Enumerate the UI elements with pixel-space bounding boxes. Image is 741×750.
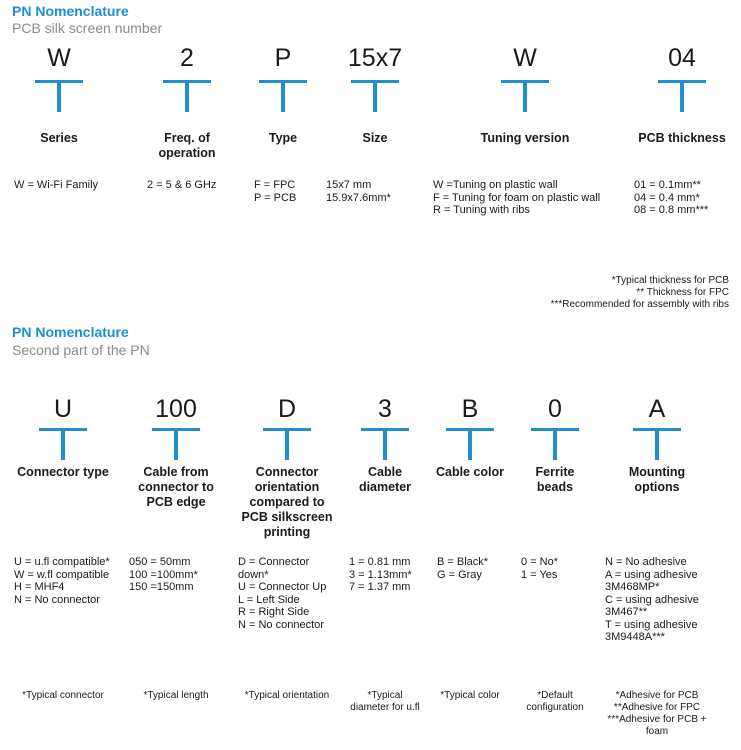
text-line: printing — [263, 525, 311, 539]
text-line: configuration — [526, 702, 584, 713]
text-line: down* — [238, 568, 269, 581]
text-line: 15.9x7.6mm* — [326, 191, 391, 204]
field-note — [245, 690, 330, 702]
field-label — [241, 465, 332, 540]
text-line: options — [634, 480, 680, 494]
text-line: 04 = 0.4 mm* — [634, 191, 700, 204]
text-line: Ferrite — [535, 465, 575, 479]
text-line: U = u.fl compatible* — [14, 556, 110, 568]
field-values — [433, 179, 600, 217]
field-values — [437, 556, 488, 581]
text-line: 01 = 0.1mm** — [634, 179, 701, 191]
text-line: 2 = 5 & 6 GHz — [147, 179, 217, 191]
field-values — [238, 556, 326, 631]
text-line: Series — [40, 131, 78, 145]
text-line: 0 = No* — [521, 556, 558, 568]
tee-connector — [263, 428, 311, 460]
text-line: Type — [268, 131, 298, 145]
text-line: Tuning version — [480, 131, 570, 145]
text-line: F = Tuning for foam on plastic wall — [433, 191, 601, 204]
tee-connector — [39, 428, 87, 460]
code-letter: 0 — [548, 395, 562, 423]
text-line: beads — [536, 480, 574, 494]
text-line: foam — [645, 726, 669, 737]
field-values — [129, 556, 198, 594]
text-line: *Typical connector — [22, 690, 104, 701]
field-label — [40, 131, 78, 146]
tee-connector — [633, 428, 681, 460]
text-line: 7 = 1.37 mm — [349, 581, 411, 593]
text-line: 15x7 mm — [326, 179, 372, 191]
text-line: Connector type — [17, 465, 109, 479]
text-line: *Typical orientation — [244, 690, 330, 701]
field-values — [521, 556, 558, 581]
code-letter: 2 — [180, 44, 194, 72]
text-line: *Typical — [367, 690, 403, 701]
text-line: 050 = 50mm — [129, 556, 191, 568]
text-line: U = Connector Up — [238, 581, 327, 593]
tee-connector — [163, 80, 211, 112]
field-note — [526, 690, 583, 714]
tee-connector — [259, 80, 307, 112]
text-line: A = using adhesive — [605, 568, 698, 581]
field-label — [481, 131, 570, 146]
text-line: *Typical length — [143, 690, 209, 701]
text-line: compared to — [249, 495, 325, 509]
text-line: Cable — [367, 465, 403, 479]
section1-subtitle: PCB silk screen number — [12, 20, 163, 36]
text-line: 3M467** — [605, 606, 648, 618]
field-note — [607, 690, 706, 738]
field-values — [349, 556, 412, 594]
field-values — [254, 179, 296, 204]
tee-connector — [501, 80, 549, 112]
text-line: operation — [158, 146, 216, 160]
text-line: Freq. of — [164, 131, 210, 145]
text-line: P = PCB — [254, 191, 297, 204]
field-label — [359, 465, 411, 495]
code-letter: 100 — [155, 395, 197, 423]
text-line: *Adhesive for PCB — [615, 690, 699, 701]
text-line: W =Tuning on plastic wall — [433, 179, 558, 191]
text-line: 1 = Yes — [521, 568, 558, 581]
code-letter: A — [648, 395, 666, 423]
code-letter: B — [461, 395, 479, 423]
code-letter: D — [277, 395, 297, 423]
text-line: *Typical color — [440, 690, 500, 701]
text-line: Connector — [255, 465, 319, 479]
text-line: D = Connector — [238, 556, 310, 568]
code-letter: U — [53, 395, 73, 423]
tee-connector — [446, 428, 494, 460]
field-label — [629, 465, 685, 495]
code-letter: W — [513, 44, 537, 72]
text-line: 150 =150mm — [129, 581, 194, 593]
text-line: R = Right Side — [238, 606, 310, 618]
tee-connector — [531, 428, 579, 460]
text-line: 1 = 0.81 mm — [349, 556, 411, 568]
field-label — [159, 131, 216, 161]
tee-connector — [351, 80, 399, 112]
section2-title: PN Nomenclature — [12, 324, 129, 340]
tee-connector — [35, 80, 83, 112]
field-values — [14, 179, 98, 192]
text-line: C = using adhesive — [605, 593, 699, 606]
code-letter: W — [47, 44, 71, 72]
text-line: H = MHF4 — [14, 581, 65, 593]
field-note — [22, 690, 104, 702]
text-line: N = No connector — [238, 618, 324, 631]
code-letter: P — [274, 44, 292, 72]
text-line: Cable color — [435, 465, 505, 479]
tee-connector — [361, 428, 409, 460]
footnote: *Typical thickness for PCB — [611, 275, 729, 286]
text-line: W = Wi-Fi Family — [14, 179, 99, 191]
field-values — [634, 179, 708, 217]
footnote: ** Thickness for FPC — [636, 287, 729, 298]
field-label — [138, 465, 214, 510]
tee-connector — [152, 428, 200, 460]
text-line: connector to — [138, 480, 214, 494]
field-label — [436, 465, 504, 480]
text-line: **Adhesive for FPC — [613, 702, 701, 713]
field-label — [269, 131, 297, 146]
text-line: diameter for u.fl — [350, 702, 420, 713]
text-line: 100 =100mm* — [129, 568, 198, 581]
field-label — [362, 131, 387, 146]
code-letter: 15x7 — [347, 44, 403, 72]
text-line: orientation — [254, 480, 320, 494]
text-line: Size — [362, 131, 388, 145]
code-letter: 3 — [378, 395, 392, 423]
text-line: PCB thickness — [638, 131, 726, 145]
field-values — [605, 556, 699, 644]
field-label — [17, 465, 109, 480]
text-line: Cable from — [143, 465, 209, 479]
text-line: N = No adhesive — [605, 556, 687, 568]
section1-title: PN Nomenclature — [12, 3, 129, 19]
field-values — [14, 556, 110, 606]
field-values — [326, 179, 391, 204]
text-line: 3 = 1.13mm* — [349, 568, 412, 581]
text-line: G = Gray — [437, 568, 482, 581]
field-note — [143, 690, 208, 702]
field-note — [350, 690, 419, 714]
field-label — [536, 465, 575, 495]
text-line: T = using adhesive — [605, 618, 698, 631]
text-line: PCB silkscreen — [241, 510, 333, 524]
text-line: Mounting — [628, 465, 686, 479]
text-line: diameter — [358, 480, 412, 494]
text-line: B = Black* — [437, 556, 489, 568]
code-letter: 04 — [668, 44, 696, 72]
text-line: F = FPC — [254, 179, 296, 191]
field-note — [440, 690, 499, 702]
field-values — [147, 179, 216, 192]
text-line: *Default — [537, 690, 573, 701]
text-line: W = w.fl compatible — [14, 568, 110, 581]
section2-subtitle: Second part of the PN — [12, 342, 150, 358]
footnote: ***Recommended for assembly with ribs — [550, 299, 729, 310]
text-line: 3M468MP* — [605, 581, 660, 593]
text-line: N = No connector — [14, 593, 100, 606]
section1-footnotes — [551, 275, 729, 311]
text-line: R = Tuning with ribs — [433, 204, 530, 216]
field-label — [638, 131, 726, 146]
tee-connector — [658, 80, 706, 112]
text-line: L = Left Side — [238, 593, 300, 606]
text-line: 08 = 0.8 mm*** — [634, 204, 709, 216]
text-line: ***Adhesive for PCB + — [607, 714, 707, 725]
text-line: PCB edge — [146, 495, 206, 509]
text-line: 3M9448A*** — [605, 631, 665, 643]
